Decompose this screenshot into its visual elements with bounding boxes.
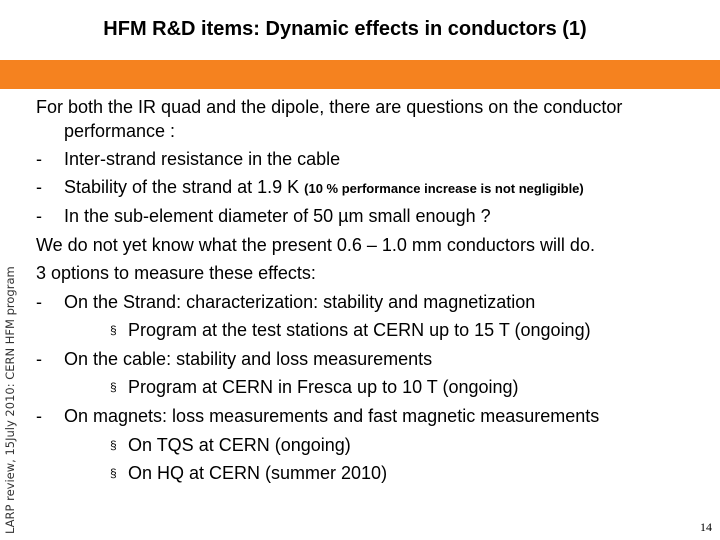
slide-title: HFM R&D items: Dynamic effects in conductors (1) (103, 18, 587, 40)
section-bullet-icon: § (110, 438, 117, 452)
sidebar-text: LARP review, 15July 2010: CERN HFM program (3, 266, 17, 534)
option-1-subitem-1 (110, 318, 591, 342)
dash-marker: - (36, 292, 42, 312)
option-item-2 (36, 347, 706, 371)
question-item-3 (36, 204, 706, 228)
option-1-text: On the Strand: characterization: stability and magnetization (64, 292, 536, 312)
option-3-text: On magnets: loss measurements and fast magnetic measurements (64, 406, 600, 426)
page-number: 14 (700, 520, 712, 534)
option-item-3 (36, 404, 706, 428)
dash-marker: - (36, 406, 42, 426)
question-3-text: In the sub-element diameter of 50 µm small enough ? (64, 206, 491, 226)
dash-marker: - (36, 206, 42, 226)
question-1-text: Inter-strand resistance in the cable (64, 149, 341, 169)
question-item-2 (36, 175, 706, 199)
option-2-subitem-1 (110, 375, 519, 399)
intro-line-2: performance : (64, 121, 176, 141)
question-item-1 (36, 147, 706, 171)
sidebar-vertical-label (0, 96, 18, 534)
option-3-subitem-1 (110, 433, 351, 457)
section-bullet-icon: § (110, 323, 117, 337)
dash-marker: - (36, 349, 42, 369)
section-bullet-icon: § (110, 380, 117, 394)
orange-accent-bar (0, 60, 720, 89)
option-3-sub-1-text: On TQS at CERN (ongoing) (128, 435, 351, 455)
intro-line-1: For both the IR quad and the dipole, there are questions on the conductor (36, 97, 623, 117)
option-item-1 (36, 290, 706, 314)
statement-line: We do not yet know what the present 0.6 – 1.0 mm conductors will do. (36, 235, 595, 255)
option-2-sub-1-text: Program at CERN in Fresca up to 10 T (ongoing) (128, 377, 519, 397)
option-1-sub-1-text: Program at the test stations at CERN up to 15 T (ongoing) (128, 320, 591, 340)
option-3-subitem-2 (110, 461, 387, 485)
question-2-text: Stability of the strand at 1.9 K (64, 177, 300, 197)
section-bullet-icon: § (110, 466, 117, 480)
option-3-sub-2-text: On HQ at CERN (summer 2010) (128, 463, 388, 483)
dash-marker: - (36, 177, 42, 197)
question-2-note: (10 % performance increase is not negligible) (304, 181, 584, 196)
dash-marker: - (36, 149, 42, 169)
option-2-text: On the cable: stability and loss measurements (64, 349, 433, 369)
options-intro: 3 options to measure these effects: (36, 263, 316, 283)
